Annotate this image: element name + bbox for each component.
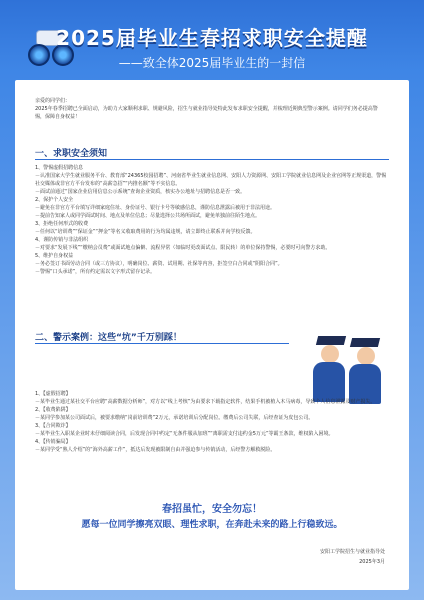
safety-item: 5、维护自身权益 — [35, 253, 74, 259]
intro-paragraph: 2025年春季招聘已全面启动，为助力大家顺利求职、规避风险，招生与就业指导处特此发布求职安全提醒，并梳理近期典型警示案例。请同学们务必提高警惕，保障自身权益！ — [35, 106, 378, 120]
case-item: 1、【虚假招聘】 — [35, 391, 71, 397]
section1-divider — [35, 159, 389, 160]
safety-item: －任何以“培训费”“保证金”“押金”等名义收取费用的行为均属违规，请立即终止联系并向学校反馈。 — [35, 229, 256, 235]
section2-divider — [35, 343, 289, 344]
case-item: 3、【合同欺诈】 — [35, 423, 71, 429]
safety-item: －认准国家大学生就业服务平台、教育部“24365校园招聘”、河南省毕业生就业信息网、安阳人力资源网、安阳工学院就业信息网及企业官网等正规渠道，警惕社交媒体或非官方平台发布的“高薪急招”“内推名额”等不实信息。 — [35, 173, 387, 187]
safety-item: 4、谨防传销与非法组织 — [35, 237, 89, 243]
section1-title: 一、求职安全须知 — [35, 149, 108, 159]
case-item: －某毕业生通过某社交平台应聘“高薪数据分析师”，对方以“线上考核”为由要求下载指定软件，结果手机被植入木马病毒，导致个人信息泄露及财产损失。 — [35, 399, 376, 405]
safety-item: －警惕“口头承诺”，所有约定需以文字形式留存记录。 — [35, 269, 156, 275]
safety-item: －避免在非官方平台填写详细家庭住址、身份证号、银行卡号等敏感信息，谨防信息泄露后被用于非法用途。 — [35, 205, 276, 211]
safety-item: 1、警惕虚假招聘信息 — [35, 165, 84, 171]
slogan-sub: 愿每一位同学擦亮双眼、理性求职，在奔赴未来的路上行稳致远。 — [81, 520, 343, 530]
case-item: 4、【传销骗局】 — [35, 439, 71, 445]
case-item: －某同学参加某公司面试后，被要求缴纳“岗前培训费”2万元，承诺培训后分配岗位。缴费后公司失联，后经查证为皮包公司。 — [35, 415, 314, 421]
face-left — [321, 345, 339, 363]
signature: 安阳工学院招生与就业指导处 — [319, 549, 385, 555]
case-list — [35, 390, 387, 454]
safety-item: 2、保护个人安全 — [35, 197, 74, 203]
safety-item: 3、拒绝任何形式的收费 — [35, 221, 89, 227]
page-title: 2025届毕业生春招求职安全提醒 — [56, 26, 368, 50]
greeting: 亲爱的同学们： — [35, 98, 71, 104]
safety-item: －面试前通过“国家企业信用信息公示系统”查询企业资质，核实办公地址与招聘信息是否一致。 — [35, 189, 246, 195]
case-item: 2、【收费陷阱】 — [35, 407, 71, 413]
slogan-main: 春招虽忙，安全勿忘！ — [162, 504, 262, 515]
grad-cap-left — [316, 336, 346, 345]
case-item: －某毕业生入职某企业时未仔细阅读合同，后发现合同中约定“无条件服从加班”“离职需支付违约金5万元”等霸王条款，维权陷入困境。 — [35, 431, 334, 437]
letter-sheet — [15, 80, 409, 590]
safety-list — [35, 164, 387, 276]
grad-cap-right — [350, 338, 380, 347]
safety-item: －提前告知家人或同学面试时间、地点及单位信息；尽量选择公共场所面试，避免单独前往陌生地点。 — [35, 213, 261, 219]
case-item: －某同学受“熟人介绍”的“海外高薪工作”，抵达后发现被限制自由并强迫参与传销活动，后经警方解救脱险。 — [35, 447, 276, 453]
safety-item: －务必签订书面劳动合同（或三方协议），明确岗位、薪资、试用期、社保等内容，拒签空白合同或“阴阳合同”。 — [35, 261, 283, 267]
date: 2025年3月 — [359, 559, 385, 565]
section2-title: 二、警示案例：这些“坑”千万别踩！ — [35, 333, 182, 343]
face-right — [357, 347, 375, 365]
safety-item: －对要求“发展下线”“缴纳会员费”或面试地点偏僻、流程异常（如临时更改面试点、限民转）的单位保持警惕，必要时可向警方求助。 — [35, 245, 331, 251]
letter-intro — [35, 97, 387, 121]
page-subtitle: ——致全体2025届毕业生的一封信 — [118, 56, 306, 70]
